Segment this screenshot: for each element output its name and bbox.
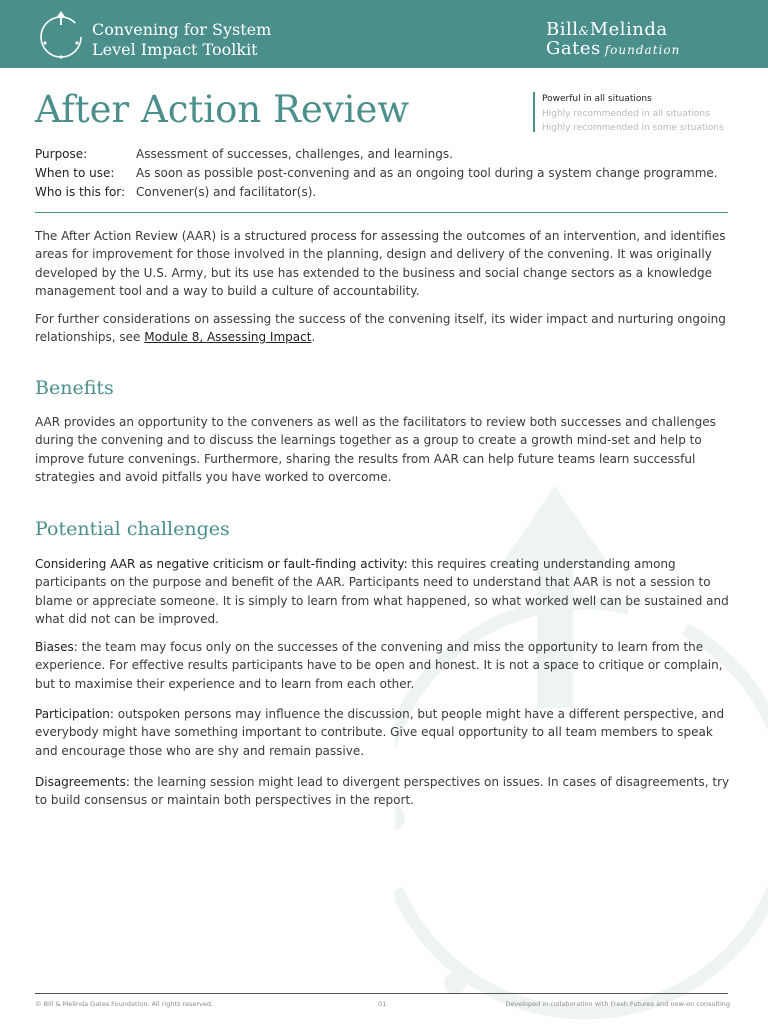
footer-credit: Developed in collaboration with Fresh Futures and now-on consulting (505, 1000, 730, 1008)
challenge-text: the learning session might lead to divergent perspectives on issues. In cases of disagreements, try to build consensus or maintain both perspectives in the report. (35, 775, 730, 808)
module-8-link[interactable]: Module 8, Assessing Impact (144, 330, 312, 345)
challenge-text: this requires creating understanding among participants on the purpose and benefit of the AAR. Participants need to understand that AAR is not a session to blame or appreciate someone. It is simply to learn from what happened, so what worked well can be sustained and what did not can be improved. (35, 557, 729, 626)
benefits-heading: Benefits (35, 377, 114, 399)
meta-value: Convener(s) and facilitator(s). (136, 185, 317, 199)
challenge-text: the team may focus only on the successes of the convening and miss the opportunity to learn from the experience. For effective results participants have to be open and honest. It is not a space to critique or complain, but to maximise their experience and to learn from each other. (35, 640, 723, 691)
gates-foundation-logo (546, 21, 731, 59)
challenges-heading: Potential challenges (35, 518, 230, 540)
toolkit-title-line2: Level Impact Toolkit (92, 40, 258, 59)
section-divider (35, 212, 728, 213)
meta-label: When to use: (35, 166, 115, 180)
meta-value: Assessment of successes, challenges, and learnings. (136, 147, 453, 161)
intro-paragraph-2 (35, 310, 735, 347)
legend-item-highly-all: Highly recommended in all situations (542, 108, 710, 119)
intro-paragraph: The After Action Review (AAR) is a structured process for assessing the outcomes of an intervention, and identifies areas for improvement for those involved in the planning, design and delivery of the convening. It was originally developed by the U.S. Army, but its use has extended to the business and social change sectors as a knowledge management tool and a way to build a culture of accountability. (35, 229, 726, 298)
meta-label: Purpose: (35, 147, 88, 161)
intro-p2-end: . (311, 330, 316, 345)
recommendation-legend (533, 92, 724, 132)
challenge-lead: Considering AAR as negative criticism or fault-finding activity: (35, 557, 408, 571)
challenge-text: outspoken persons may influence the discussion, but people might have a different perspective, and everybody might have something important to contribute. Give equal opportunity to all team members to speak and encourage those who are shy and remain passive. (35, 707, 725, 758)
meta-row-purpose (35, 145, 718, 164)
challenge-item (35, 773, 735, 810)
benefits-paragraph: AAR provides an opportunity to the conveners as well as the facilitators to review both successes and challenges during the convening and to discuss the learnings together as a group to create a growth mind-set and help to improve future convenings. Furthermore, sharing the results from AAR can help future teams learn successful strategies and avoid pitfalls you have worked to overcome. (35, 415, 716, 484)
footer-copyright: © Bill & Melinda Gates Foundation. All rights reserved. (35, 1000, 214, 1008)
challenge-lead: Participation: (35, 707, 114, 721)
header-band (0, 0, 768, 68)
logo-bill: Bill (546, 19, 579, 40)
logo-foundation: foundation (604, 43, 681, 57)
challenge-item (35, 638, 735, 693)
meta-row-who (35, 183, 718, 202)
intro-p2-text: For further considerations on assessing the success of the convening itself, its wider impact and nurturing ongoing relationships, see (35, 312, 726, 345)
meta-label: Who is this for: (35, 185, 126, 199)
meta-table (35, 145, 718, 202)
challenge-item (35, 555, 735, 628)
logo-gates: Gates (546, 38, 601, 59)
legend-item-highly-some: Highly recommended in some situations (542, 123, 724, 133)
challenge-item (35, 705, 735, 760)
challenge-lead: Disagreements: (35, 775, 130, 789)
page-title: After Action Review (35, 88, 410, 131)
footer-page-number: 01 (378, 1000, 387, 1008)
meta-value: As soon as possible post-convening and as an ongoing tool during a system change programme. (136, 166, 718, 180)
meta-row-when (35, 164, 718, 183)
toolkit-title (92, 20, 271, 60)
toolkit-title-line1: Convening for System (92, 20, 272, 39)
logo-amp: & (578, 24, 590, 38)
footer-rule (35, 993, 728, 994)
logo-melinda: Melinda (589, 19, 668, 40)
toolkit-logo-icon (37, 9, 85, 61)
legend-item-powerful: Powerful in all situations (542, 94, 652, 104)
challenge-lead: Biases: (35, 640, 78, 654)
